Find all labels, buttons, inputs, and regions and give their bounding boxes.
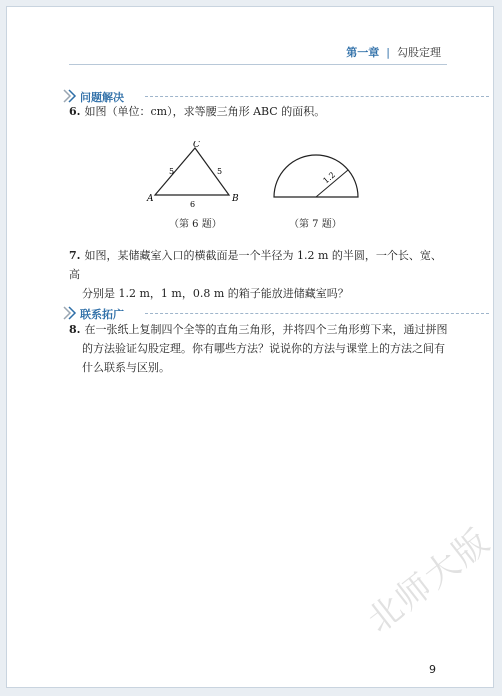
problem-text-line-3: 什么联系与区别。 <box>82 361 170 374</box>
semicircle-figure <box>269 145 369 205</box>
radius-label: 1.2 <box>321 170 337 186</box>
problem-text-line-2: 的方法验证勾股定理。你有哪些方法？说说你的方法与课堂上的方法之间有 <box>82 342 445 355</box>
chevron-right-icon <box>63 306 79 320</box>
publisher-watermark: 北师大版 <box>359 520 499 641</box>
chevron-right-icon <box>63 89 79 103</box>
section-title: 联系拓广 <box>80 308 124 321</box>
figure-7-caption: （第 7 题） <box>289 219 342 230</box>
vertex-b-label: B <box>232 194 239 204</box>
chapter-title: 勾股定理 <box>397 46 441 59</box>
problem-text-line-2: 分别是 1.2 m，1 m，0.8 m 的箱子能放进储藏室吗？ <box>82 287 349 300</box>
figure-6-caption: （第 6 题） <box>169 219 222 230</box>
problem-text-line-1: 如图，某储藏室入口的横截面是一个半径为 1.2 m 的半圆，一个长、宽、高 <box>69 249 442 281</box>
chapter-label: 第一章 <box>346 46 380 59</box>
header-separator: | <box>386 46 390 59</box>
base-ab-label: 6 <box>190 200 196 209</box>
vertex-a-label: A <box>147 194 154 204</box>
problem-7 <box>69 246 451 303</box>
textbook-page <box>6 6 499 688</box>
problem-6 <box>69 102 451 121</box>
semicircle-shape <box>274 155 358 197</box>
problem-number: 6. <box>69 105 81 118</box>
problem-number: 7. <box>69 249 81 262</box>
problem-number: 8. <box>69 323 81 336</box>
problem-text-line-1: 在一张纸上复制四个全等的直角三角形，并将四个三角形剪下来，通过拼图 <box>84 323 448 336</box>
isosceles-triangle-figure <box>145 141 245 219</box>
page-number: 9 <box>429 663 436 676</box>
running-header <box>346 44 441 60</box>
problem-text: 如图（单位：cm），求等腰三角形 ABC 的面积。 <box>84 105 326 118</box>
section-rule <box>145 96 489 97</box>
section-title: 问题解决 <box>80 91 124 104</box>
side-bc-label: 5 <box>217 167 223 176</box>
side-ac-label: 5 <box>169 167 175 176</box>
problem-8 <box>69 320 451 377</box>
section-rule <box>145 313 489 314</box>
vertex-c-label: C <box>193 141 200 150</box>
header-divider <box>69 64 447 65</box>
